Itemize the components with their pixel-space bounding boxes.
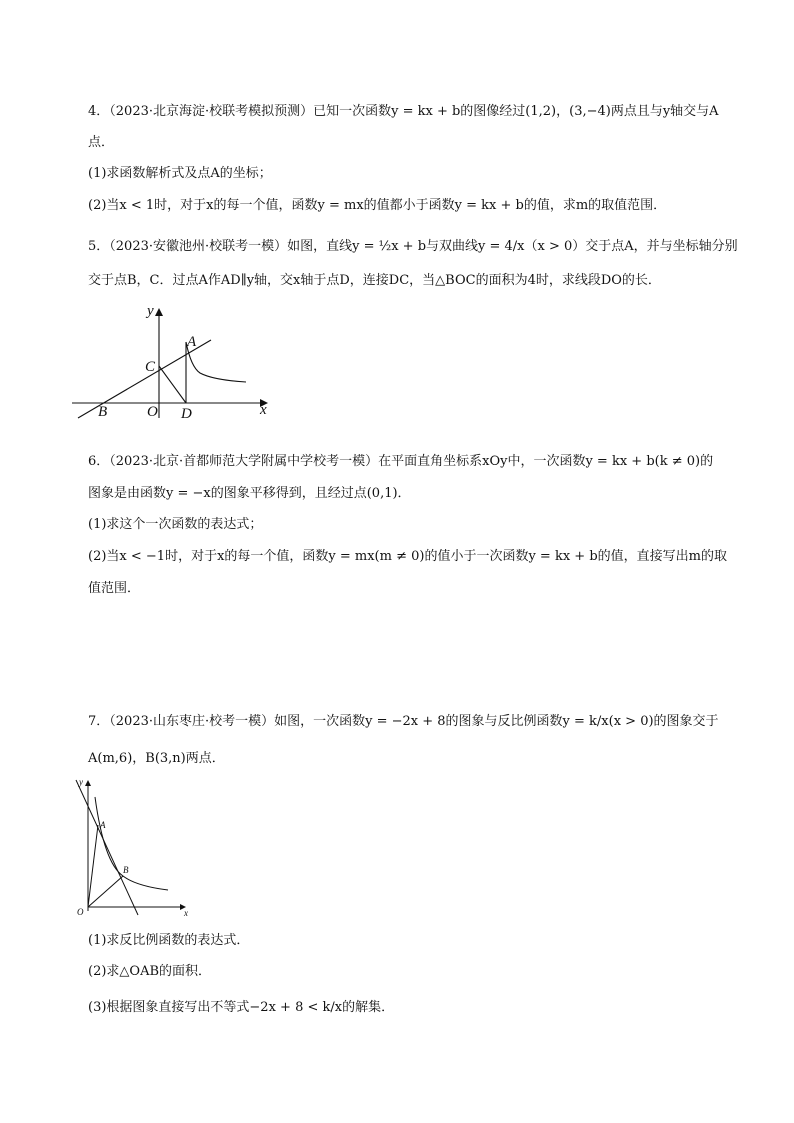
segment-ob: [88, 876, 123, 907]
problem-7-line-2: A(m,6)，B(3,n)两点．: [88, 751, 225, 766]
label-c: C: [145, 359, 156, 375]
problem-5-line-1: 5．（2023·安徽池州·校联考一模）如图，直线y = ½x + b与双曲线y = 4/x（x > 0）交于点A，并与坐标轴分别: [88, 239, 738, 254]
problem-6-question-2-b: 值范围．: [88, 581, 141, 596]
y-axis-arrow: [155, 308, 163, 316]
label-x: x: [260, 402, 267, 418]
label-x: x: [184, 908, 188, 918]
segment-oa: [88, 825, 98, 907]
label-a: A: [187, 334, 197, 350]
problem-7-line-1: 7．（2023·山东枣庄·校考一模）如图，一次函数y = −2x + 8的图象与反比例函数y = k/x(x > 0)的图象交于: [88, 714, 719, 729]
line-ab: [76, 780, 138, 915]
hyperbola: [95, 797, 168, 890]
label-d: D: [181, 406, 192, 422]
problem-6-line-1: 6．（2023·北京·首都师范大学附属中学校考一模）在平面直角坐标系xOy中，一次函数y = kx + b(k ≠ 0)的: [88, 454, 714, 469]
problem-7-question-2: (2)求△OAB的面积．: [88, 964, 212, 979]
label-o: O: [147, 404, 158, 420]
problem-7-figure: [70, 775, 195, 920]
y-axis-arrow: [85, 780, 91, 786]
segment-dc: [159, 366, 186, 403]
problem-7-question-3: (3)根据图象直接写出不等式−2x + 8 < k/x的解集．: [88, 1000, 395, 1015]
problem-5-line-2: 交于点B，C．过点A作AD∥y轴，交x轴于点D，连接DC，当△BOC的面积为4时，求线段DO的长．: [88, 273, 661, 288]
problem-5-figure: [68, 300, 278, 422]
label-y: y: [79, 777, 83, 787]
problem-7-question-1: (1)求反比例函数的表达式．: [88, 933, 250, 948]
problem-4-line-2: 点．: [88, 135, 115, 150]
label-b: B: [123, 865, 129, 875]
problem-6-question-1: (1)求这个一次函数的表达式；: [88, 517, 263, 532]
problem-4-question-1: (1)求函数解析式及点A的坐标；: [88, 166, 272, 181]
problem-4-question-2: (2)当x < 1时，对于x的每一个值，函数y = mx的值都小于函数y = kx + b的值，求m的取值范围．: [88, 198, 667, 213]
problem-6-question-2-a: (2)当x < −1时，对于x的每一个值，函数y = mx(m ≠ 0)的值小于一次函数y = kx + b的值，直接写出m的取: [88, 549, 727, 564]
label-y: y: [147, 303, 154, 319]
label-o: O: [77, 907, 84, 917]
problem-4-line-1: 4．（2023·北京海淀·校联考模拟预测）已知一次函数y = kx + b的图像经过(1,2)，(3,−4)两点且与y轴交与A: [88, 104, 719, 119]
label-a: A: [100, 820, 106, 830]
problem-6-line-2: 图象是由函数y = −x的图象平移得到，且经过点(0,1)．: [88, 486, 411, 501]
label-b: B: [98, 404, 108, 420]
